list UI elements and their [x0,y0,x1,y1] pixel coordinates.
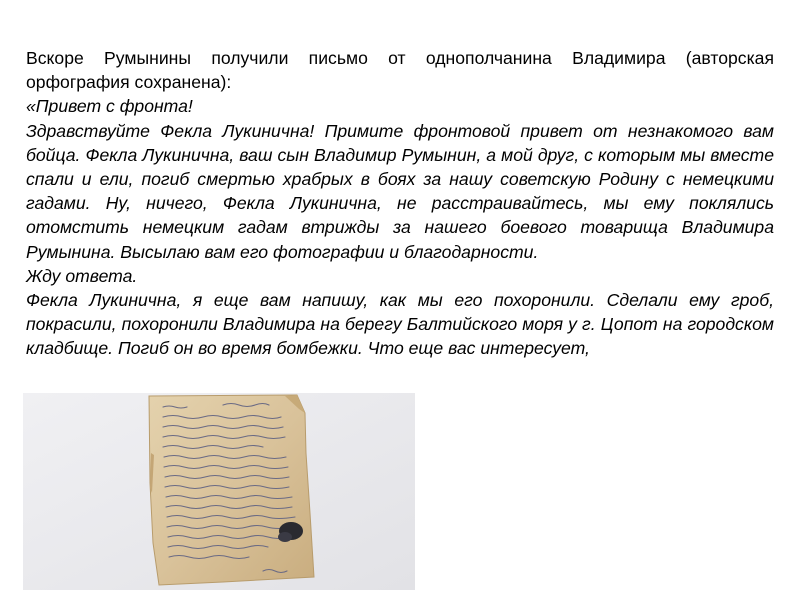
letter-photo [23,393,415,590]
letter-postscript: Фекла Лукинична, я еще вам напишу, как мы его похоронили. Сделали ему гроб, покрасили, похоронили Владимира на берегу Балтийского моря у г. Цопот на городском кладбище. Погиб он во время бомбежки. Что еще вас интересует, [26,290,774,359]
aged-paper-sheet [149,395,314,585]
letter-photo-image [23,393,415,590]
letter-greeting: «Привет с фронта! [26,96,193,117]
letter-body: Здравствуйте Фекла Лукинична! Примите фронтовой привет от незнакомого вам бойца. Фекла Лукинична, ваш сын Владимир Румынин, а мой друг, с которым мы вместе спали и ели, погиб смертью храбрых в боях за нашу советскую Родину с немецкими гадами. Ну, ничего, Фекла Лукинична, не расстраивайтесь, мы ему поклялись отомстить немецким гадам втрижды за нашего боевого товарища Владимира Румынина. Высылаю вам его фотографии и благодарности. [26,120,774,262]
letter-closing: Жду ответа. [26,265,138,286]
intro-paragraph: Вскоре Румынины получили письмо от однополчанина Владимира (авторская орфография сохранена): [26,48,774,93]
document-text [26,46,774,361]
